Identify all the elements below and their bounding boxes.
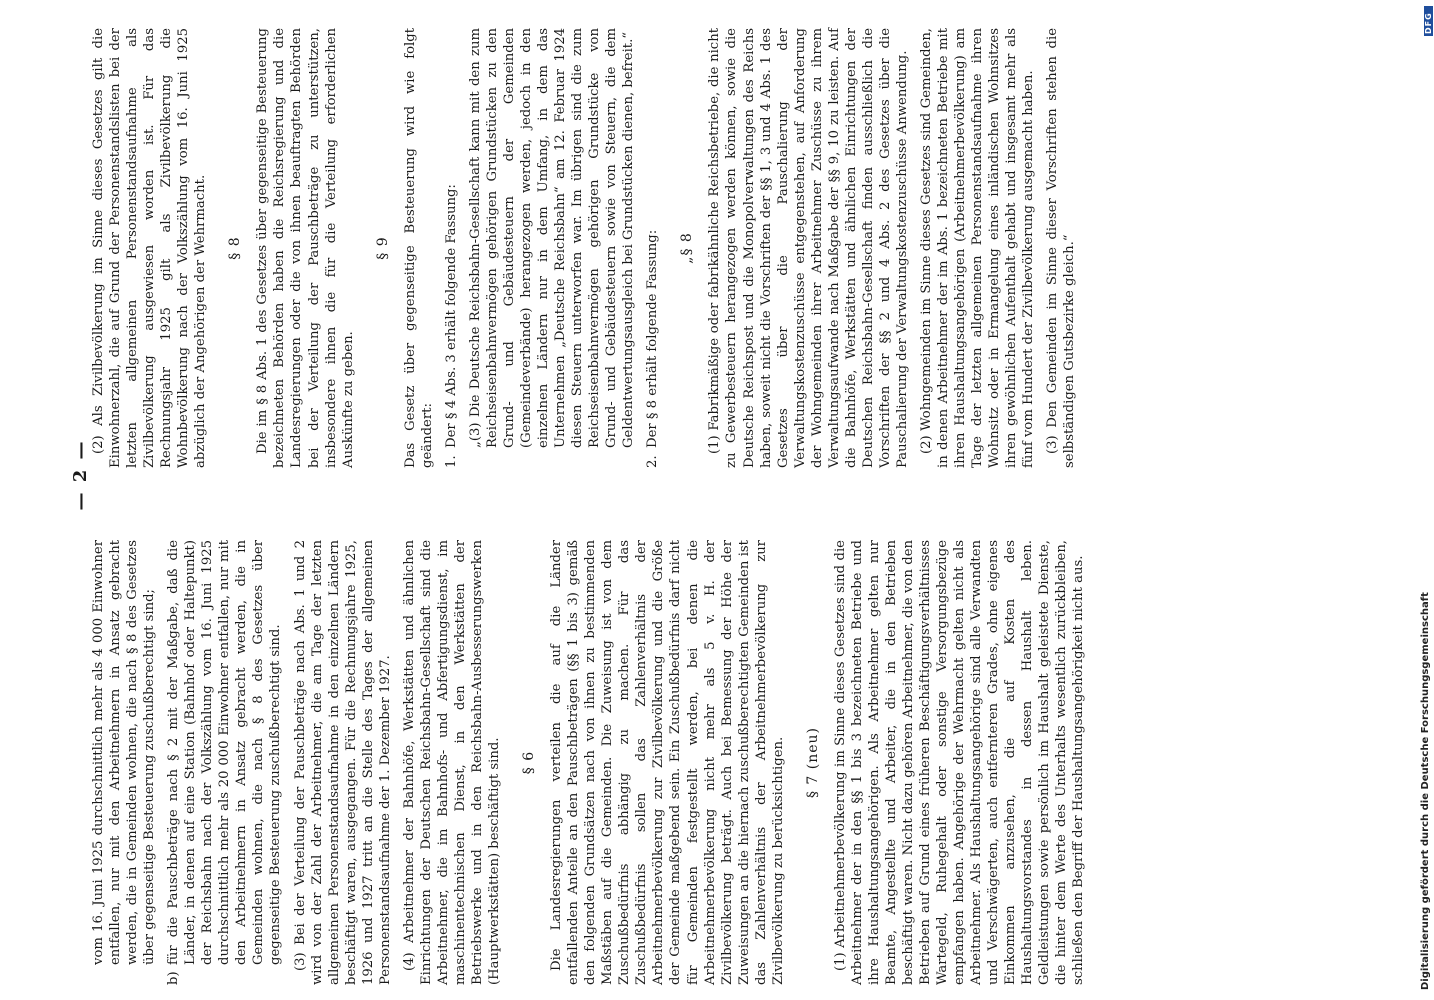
list-marker: 2.: [645, 455, 661, 468]
section-heading-8: § 8: [227, 236, 244, 260]
paragraph-section-9: Das Gesetz über gegenseitige Besteuerung wird wie folgt geändert:: [402, 28, 435, 468]
paragraph-section-7: (1) Arbeitnehmerbevölkerung im Sinne dieses Gesetzes sind die Arbeitnehmer der in den §§ 1 bis 3 bezeichneten Betriebe und ihre Haushaltungsangehörigen. Als Arbeitnehmer gelten nur Beamte, Angestellte und Arbeiter, die in den Betrieben beschäftigt waren. Nicht dazu gehören Arbeitnehmer, die von den Betrieben auf Grund eines früheren Beschäftigungsverhältnisses Wartegeld, Ruhegehalt oder sonstige Versorgungsbezüge empfangen haben. Angehörige der Wehrmacht gelten nicht als Arbeitnehmer. Als Haushaltungsangehörige sind alle Verwandten und Verschwägerten, auch entfernteren Grades, ohne eigenes Einkommen anzusehen, die auf Kosten des Haushaltungsvorstandes in dessen Haushalt leben. Geldleistungen sowie persönlich im Haushalt geleistete Dienste, die hinter dem Werte des Unterhalts wesentlich zurückbleiben, schließen den Begriff der Haushaltungsangehörigkeit nicht aus.: [832, 540, 1087, 985]
list-item-2: [644, 28, 661, 468]
section-heading-9: § 9: [374, 236, 391, 260]
list-marker: 1.: [443, 455, 459, 468]
left-text-column: [90, 540, 1095, 985]
quoted-paragraph-8-1: (1) Fabrikmäßige oder fabrikähnliche Reichsbetriebe, die nicht zu Gewerbesteuern herangezogen werden können, sowie die Deutsche Reichspost und die Monopolverwaltungen des Reichs haben, soweit nicht die Vorschriften der §§ 1, 3 und 4 Abs. 1 des Gesetzes über die Pauschalierung der Verwaltungskostenzuschüsse entgegenstehen, auf Anforderung der Wohngemeinden ihrer Arbeitnehmer Zuschüsse zu ihrem Verwaltungsaufwande nach Maßgabe der §§ 9, 10 zu leisten. Auf die Bahnhöfe, Werkstätten und ähnlichen Einrichtungen der Deutschen Reichsbahn-Gesellschaft finden ausschließlich die Vorschriften der §§ 2 und 4 Abs. 2 des Gesetzes über die Pauschalierung der Verwaltungskostenzuschüsse Anwendung.: [707, 28, 910, 468]
list-item-text: Der § 4 Abs. 3 erhält folgende Fassung:: [443, 184, 459, 448]
list-item-text: für die Pauschbeträge nach § 2 mit der Maßgabe, daß die Länder, in denen auf eine Station (Bahnhof oder Haltepunkt) der Reichsbahn nach der Volkszählung vom 16. Juni 1925 durchschnittlich mehr als 20 000 Einwohner entfallen, nur mit den Arbeitnehmern in Ansatz gebracht werden, die in Gemeinden wohnen, die nach § 8 des Gesetzes über gegenseitige Besteuerung zuschußberechtigt sind.: [166, 540, 284, 965]
right-text-column: [90, 28, 1085, 468]
quoted-section-heading-8: „§ 8: [679, 232, 696, 264]
dfg-logo-text: DFG: [1424, 12, 1433, 34]
paragraph-b-continuation: vom 16. Juni 1925 durchschnittlich mehr als 4 000 Einwohner entfallen, nur mit den Arbeitnehmern in Ansatz gebracht werden, die in Gemeinden wohnen, die nach § 8 des Gesetzes über gegenseitige Besteuerung zuschußberechtigt sind;: [91, 540, 158, 965]
list-item-b: [165, 540, 284, 985]
paragraph-section-8: Die im § 8 Abs. 1 des Gesetzes über gegenseitige Besteuerung bezeichneten Behörden haben die Reichsregierung und die Landesregierungen oder die von ihnen beauftragten Behörden bei der Verteilung der Pauschbeträge zu unterstützen, insbesondere ihnen die für die Verteilung erforderlichen Auskünfte zu geben.: [255, 28, 356, 468]
digitization-credit: Digitalisierung gefördert durch die Deutsche Forschungsgemeinschaft: [1420, 592, 1431, 990]
quoted-paragraph-8-2: (2) Wohngemeinden im Sinne dieses Gesetzes sind Gemeinden, in denen Arbeitnehmer der im Abs. 1 bezeichneten Betriebe mit ihren Haushaltungsangehörigen (Arbeitnehmerbevölkerung) am Tage der letzten allgemeinen Personenstandsaufnahme ihren Wohnsitz oder in Ermangelung eines inländischen Wohnsitzes ihren gewöhnlichen Aufenthalt gehabt und insgesamt mehr als fünf vom Hundert der Zivilbevölkerung ausgemacht haben.: [918, 28, 1037, 468]
section-heading-7: § 7 (neu): [804, 726, 821, 799]
page-number: — 2 —: [70, 439, 91, 511]
dfg-logo: [1424, 6, 1433, 36]
paragraph-2: (2) Als Zivilbevölkerung im Sinne dieses Gesetzes gilt die Einwohnerzahl, die auf Grund der Personenstandslisten bei der letzten allgemeinen Personenstandsaufnahme als Zivilbevölkerung ausgewiesen worden ist. Für das Rechnungsjahr 1925 gilt als Zivilbevölkerung die Wohnbevölkerung nach der Volkszählung vom 16. Juni 1925 abzüglich der Angehörigen der Wehrmacht.: [91, 28, 209, 468]
paragraph-section-6: Die Landesregierungen verteilen die auf die Länder entfallenden Anteile an den Pauschbeträgen (§§ 1 bis 3) gemäß den folgenden Grundsätzen nach von ihnen zu bestimmenden Maßstäben auf die Gemeinden. Die Zuweisung ist von dem Zuschußbedürfnis abhängig zu machen. Für das Zuschußbedürfnis sollen das Zahlenverhältnis der Arbeitnehmerbevölkerung zur Zivilbevölkerung und die Größe der Gemeinde maßgebend sein. Ein Zuschußbedürfnis darf nicht für Gemeinden festgestellt werden, bei denen die Arbeitnehmerbevölkerung nicht mehr als 5 v. H. der Zivilbevölkerung beträgt. Auch bei Bemessung der Höhe der Zuweisungen an die hiernach zuschußberechtigten Gemeinden ist das Zahlenverhältnis der Arbeitnehmerbevölkerung zur Zivilbevölkerung zu berücksichtigen.: [549, 540, 786, 985]
section-heading-6: § 6: [521, 750, 538, 775]
list-marker: b): [166, 971, 182, 985]
paragraph-3: (3) Bei der Verteilung der Pauschbeträge nach Abs. 1 und 2 wird von der Zahl der Arbeitnehmer, die am Tage der letzten allgemeinen Personenstandsaufnahme in den einzelnen Ländern beschäftigt waren, ausgegangen. Für die Rechnungsjahre 1925, 1926 und 1927 tritt an die Stelle des Tages der allgemeinen Personenstandsaufnahme der 1. Dezember 1927.: [292, 540, 393, 985]
quoted-paragraph-8-3: (3) Den Gemeinden im Sinne dieser Vorschriften stehen die selbständigen Gutsbezirke gleich.“: [1045, 28, 1078, 468]
quoted-paragraph-4-3: „(3) Die Deutsche Reichsbahn-Gesellschaft kann mit den zum Reichseisenbahnvermögen gehörigen Grundstücken zu den Grund- und Gebäudesteuern der Gemeinden (Gemeindeverbände) herangezogen werden, jedoch in den einzelnen Ländern nur in dem Umfang, in dem das Unternehmen „Deutsche Reichsbahn“ am 12. Februar 1924 diesen Steuern unterworfen war. Im übrigen sind die zum Reichseisenbahnvermögen gehörigen Grundstücke von Grund- und Gebäudesteuern sowie von Steuern, die dem Geldentwertungsausgleich bei Grundstücken dienen, befreit.“: [467, 28, 637, 448]
list-item-text: Der § 8 erhält folgende Fassung:: [645, 229, 661, 448]
paragraph-4: (4) Arbeitnehmer der Bahnhöfe, Werkstätten und ähnlichen Einrichtungen der Deutschen Reichsbahn-Gesellschaft sind die Arbeitnehmer, die im Bahnhofs- und Abfertigungsdienst, im maschinentechnischen Dienst, in den Werkstätten der Betriebswerke und in den Reichsbahn-Ausbesserungswerken (Hauptwerkstätten) beschäftigt sind.: [401, 540, 503, 985]
list-item-1: [443, 28, 460, 468]
